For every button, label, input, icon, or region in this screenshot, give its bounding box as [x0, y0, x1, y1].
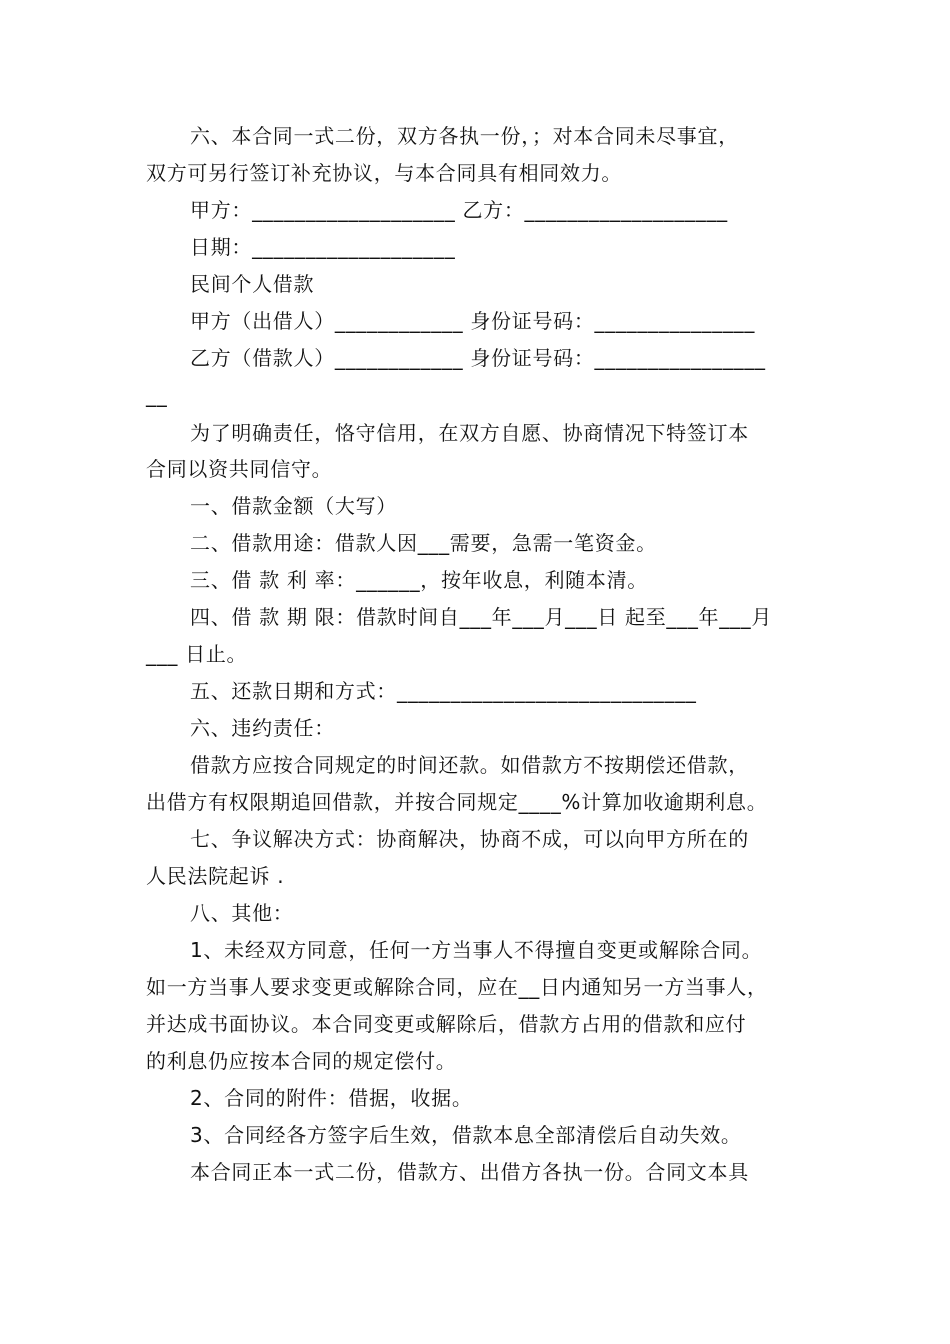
other-item-2: 2、合同的附件：借据，收据。 — [190, 1086, 473, 1110]
lender-line: 甲方（出借人）____________ 身份证号码：_______________ — [190, 309, 756, 333]
borrower-line: 乙方（借款人）____________ 身份证号码：________________ — [190, 346, 766, 370]
borrower-line-continued: __ — [146, 383, 168, 407]
clause-dispute-line-2: 人民法院起诉 . — [146, 864, 285, 888]
clause-repayment: 五、还款日期和方式：____________________________ — [190, 679, 697, 703]
section-title: 民间个人借款 — [190, 272, 315, 296]
clause-liability-line-1: 借款方应按合同规定的时间还款。如借款方不按期偿还借款， — [190, 753, 749, 777]
text-line-1: 六、本合同一式二份，双方各执一份，；对本合同未尽事宜， — [190, 124, 739, 148]
preamble-line-1: 为了明确责任，恪守信用，在双方自愿、协商情况下特签订本 — [190, 421, 749, 445]
clause-other-title: 八、其他： — [190, 901, 294, 925]
clause-liability-line-2: 出借方有权限期追回借款，并按合同规定____%计算加收逾期利息。 — [146, 790, 768, 814]
clause-term: 四、借 款 期 限：借款时间自___年___月___日 起至___年___月 — [190, 605, 773, 629]
clause-dispute-line-1: 七、争议解决方式：协商解决，协商不成，可以向甲方所在的 — [190, 827, 749, 851]
signature-line-parties: 甲方：___________________ 乙方：___________________ — [190, 198, 728, 222]
other-item-1-line-3: 并达成书面协议。本合同变更或解除后，借款方占用的借款和应付 — [146, 1012, 747, 1036]
clause-interest-rate: 三、借 款 利 率：______，按年收息，利随本清。 — [190, 568, 648, 592]
other-item-1-line-1: 1、未经双方同意，任何一方当事人不得擅自变更或解除合同。 — [190, 938, 763, 962]
clause-amount: 一、借款金额（大写） — [190, 494, 397, 518]
other-item-1-line-4: 的利息仍应按本合同的规定偿付。 — [146, 1049, 457, 1073]
text-line-2: 双方可另行签订补充协议，与本合同具有相同效力。 — [146, 161, 623, 185]
clause-purpose: 二、借款用途：借款人因___需要，急需一笔资金。 — [190, 531, 657, 555]
other-item-3: 3、合同经各方签字后生效，借款本息全部清偿后自动失效。 — [190, 1123, 742, 1147]
closing-line: 本合同正本一式二份，借款方、出借方各执一份。合同文本具 — [190, 1160, 749, 1184]
clause-term-continued: ___ 日止。 — [146, 642, 248, 666]
clause-liability-title: 六、违约责任： — [190, 716, 335, 740]
date-line: 日期：___________________ — [190, 235, 456, 259]
other-item-1-line-2: 如一方当事人要求变更或解除合同，应在__日内通知另一方当事人， — [146, 975, 768, 999]
preamble-line-2: 合同以资共同信守。 — [146, 457, 333, 481]
